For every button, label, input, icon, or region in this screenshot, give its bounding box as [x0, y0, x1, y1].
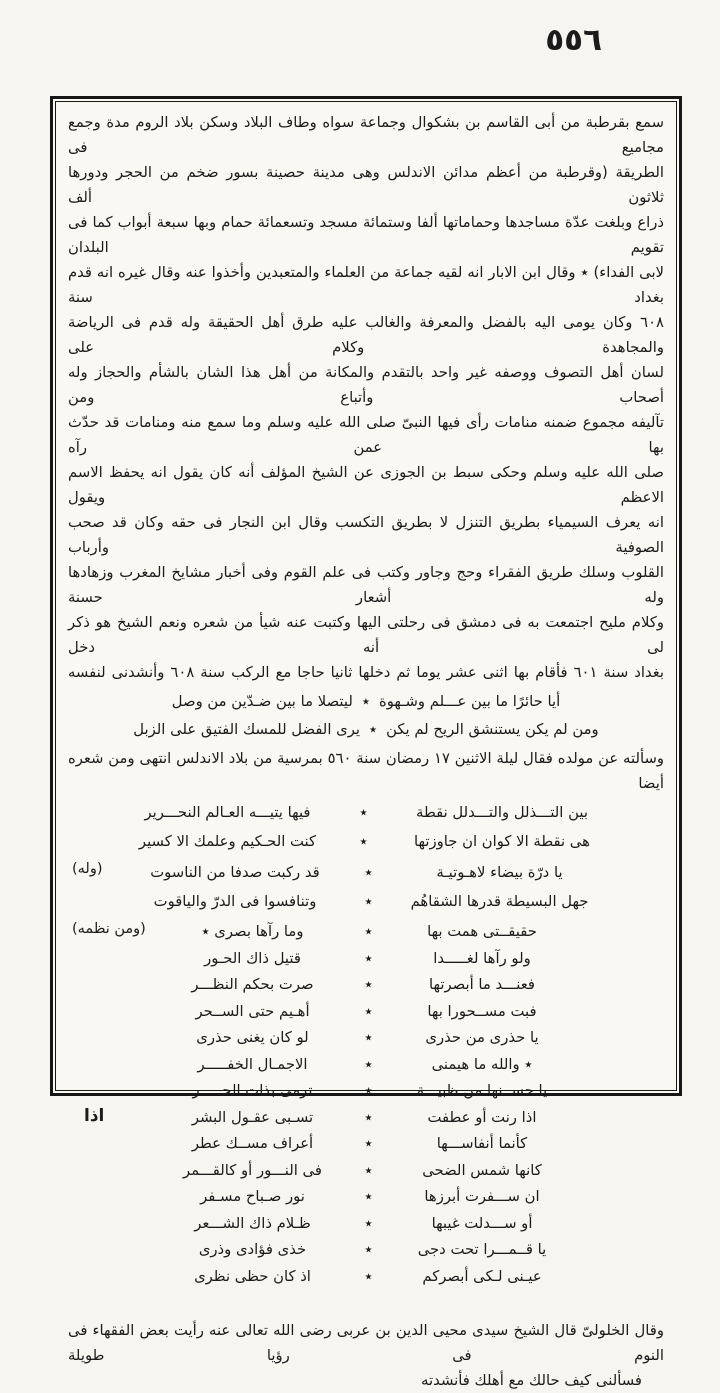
page-border-frame — [50, 96, 682, 1389]
verse-separator: ٭ — [364, 1002, 373, 1020]
verse — [68, 946, 664, 973]
verse-separator: ٭ — [364, 1029, 373, 1046]
verse — [68, 799, 664, 828]
prose-intro — [68, 110, 664, 685]
hemistich: صرت بحكم النظـــر — [191, 976, 314, 993]
hemistich: كانها شمس الضحى — [422, 1161, 542, 1179]
hemistich: عيـنى لـكى أبصركم — [422, 1267, 542, 1285]
verse — [68, 1264, 664, 1291]
hemistich: ومن لم يكن يستنشق الريح لم يكن — [386, 721, 599, 738]
hemistich: نور صـباح مسـفر — [200, 1188, 305, 1205]
hemistich: الاجمـال الخفـــــر — [197, 1055, 308, 1073]
verse — [68, 688, 664, 716]
prose-line: تآليفه مجموع ضمنه منامات رأى فيها النبىّ صلى الله عليه وسلم وما سمع منه ومنامات قد حدّث بها عمن رآه — [68, 414, 664, 456]
prose-line: وقال الخلولىّ قال الشيخ سيدى محيى الدين بن عربى رضى الله تعالى عنه رأيت بعض الفقهاء فى النوم فى رؤيا طويلة — [68, 1322, 664, 1364]
verse — [68, 1184, 664, 1211]
verse — [68, 1025, 664, 1052]
verse-separator: ٭ — [364, 976, 373, 993]
poem-d — [68, 919, 664, 1290]
hemistich: ليتصلا ما بين ضـدّين من وصل — [171, 693, 353, 710]
hemistich: ان ســـفرت أبرزها — [424, 1188, 540, 1205]
margin-label-walahu: (وله) — [72, 861, 103, 877]
verse — [68, 972, 664, 999]
verse — [68, 1105, 664, 1132]
poem-c — [68, 859, 664, 916]
margin-label-wamin-nazmih: (ومن نظمه) — [72, 921, 146, 937]
prose-line: انه يعرف السيمياء بطريق التنزل لا بطريق التكسب وقال ابن النجار فى حقه وكان قد صحب الصوفية وأرباب — [68, 514, 664, 556]
prose-birthdate: وسألته عن مولده فقال ليلة الاثنين ١٧ رمضان سنة ٥٦٠ بمرسية من بلاد الاندلس انتهى ومن شعره أيضا — [68, 750, 664, 792]
hemistich: يا درّة بيضاء لاهـوتيـة — [436, 864, 563, 881]
prose-line: القلوب وسلك طريق الفقراء وحج وجاور وكتب فى علم القوم وفى أخبار مشايخ المغرب وزهادها وله أشعار حسنة — [68, 564, 664, 606]
prose-line: الطريقة (وقرطبة من أعظم مدائن الاندلس وهى مدينة حصينة بسور ضخم من الحجر ودورها ثلاثون ألف — [68, 164, 664, 206]
verse-separator: ٭ — [364, 1055, 373, 1073]
hemistich: خذى فؤادى وذرى — [198, 1241, 307, 1258]
verse — [68, 999, 664, 1026]
hemistich: وتنافسوا فى الدرّ والياقوت — [153, 892, 317, 910]
verse — [68, 828, 664, 857]
verse-separator: ٭ — [364, 1135, 373, 1152]
poem-a — [68, 688, 664, 744]
verse-separator: ٭ — [364, 1161, 373, 1179]
hemistich: أيا حائرًا ما بين عـــلم وشـهوة — [378, 693, 561, 710]
verse-separator: ٭ — [364, 949, 373, 967]
prose-closing — [68, 1318, 664, 1393]
prose-line: صلى الله عليه وسلم وحكى سبط بن الجوزى عن الشيخ المؤلف أنه كان يقول انه يحفظ الاسم الاعظم ويقول — [68, 464, 664, 506]
hemistich: يا حذرى من حذرى — [425, 1029, 539, 1046]
prose-line: لسان أهل التصوف ووصفه غير واحد بالتقدم والمكانة من أهل هذا الشان بالشأم والحجاز وله أصحاب وأتباع ومن — [68, 364, 664, 406]
hemistich: تسـبى عقـول البشر — [191, 1108, 314, 1126]
hemistich: ترمى بذات الحـــــر — [192, 1082, 313, 1099]
verse-separator: ٭ — [369, 721, 378, 738]
verse-separator: ٭ — [364, 1108, 373, 1126]
hemistich: بين التـــذلل والتـــدلل نقطة — [416, 804, 588, 821]
verse-separator: ٭ — [361, 693, 370, 710]
hemistich: ولو رآها لغـــــدا — [433, 949, 531, 967]
verse-separator: ٭ — [364, 864, 373, 881]
hemistich: أو ســـدلت غيبها — [431, 1214, 533, 1232]
prose-line: سمع بقرطبة من أبى القاسم بن بشكوال وجماعة سواه وطاف البلاد وسكن بلاد الروم مدة وجمع مجاميع فى — [68, 114, 664, 156]
hemistich: اذا رنت أو عطفت — [427, 1108, 537, 1126]
poem-b — [68, 799, 664, 856]
hemistich: كنت الحـكيم وعلمك الا كسير — [138, 832, 317, 850]
verse — [68, 1131, 664, 1158]
verse-separator: ٭ — [359, 804, 368, 821]
prose-line: ٦٠٨ وكان يومى اليه بالفضل والمعرفة والغالب عليه طرق أهل الحقيقة وله قدم فى الرياضة والمجاهدة وكلام على — [68, 314, 664, 356]
verse-separator: ٭ — [364, 1267, 373, 1285]
prose-line: وكلام مليح اجتمعت به فى دمشق فى رحلتى اليها وكتبت عنه شيأ من شعره ونعم الشيخ هو ذكر لى أنه دخل — [68, 614, 664, 656]
hemistich: هى نقطة الا كوان ان جاوزتها — [414, 832, 590, 850]
verse-separator: ٭ — [364, 1082, 373, 1099]
hemistich: لو كان يغنى حذرى — [196, 1029, 309, 1046]
hemistich: قتيل ذاك الحـور — [204, 949, 301, 967]
verse-separator: ٭ — [364, 1241, 373, 1258]
catchword: اذا — [84, 1106, 105, 1126]
hemistich: ظـلام ذاك الشـــعر — [194, 1214, 311, 1232]
verse — [68, 1158, 664, 1185]
hemistich: يا حســنها من ظبيـــة — [416, 1082, 548, 1099]
hemistich: ٭ والله ما هيمنى — [431, 1055, 533, 1073]
verse — [68, 919, 664, 946]
verse-separator: ٭ — [364, 1188, 373, 1205]
hemistich: فعنـــد ما أبصرتها — [429, 976, 535, 993]
hemistich: أهـيم حتى الســحر — [195, 1002, 310, 1020]
hemistich: فبت مســحورا بها — [427, 1002, 537, 1020]
verse — [68, 859, 664, 888]
verse — [68, 716, 664, 744]
text-block — [55, 101, 677, 1389]
verse — [68, 1211, 664, 1238]
verse — [68, 1078, 664, 1105]
hemistich: يرى الفضل للمسك الفتيق على الزبل — [133, 721, 360, 738]
hemistich: كأنما أنفاســـها — [436, 1135, 528, 1152]
prose-line: بغداد سنة ٦٠١ فأقام بها اثنى عشر يوما ثم دخلها ثانيا حاجا مع الركب سنة ٦٠٨ وأنشدنى لنفسه — [68, 664, 664, 681]
verse-separator: ٭ — [364, 923, 373, 940]
verse-separator: ٭ — [364, 1214, 373, 1232]
hemistich: فى النـــور أو كالقـــمر — [183, 1161, 322, 1179]
page-number: ٥٥٦ — [545, 22, 602, 58]
hemistich: وما رآها بصرى ٭ — [201, 923, 304, 940]
hemistich: اذ كان حظى نظرى — [194, 1267, 311, 1285]
verse-separator: ٭ — [364, 892, 373, 910]
verse-separator: ٭ — [359, 832, 368, 850]
verse — [68, 1052, 664, 1079]
verse — [68, 888, 664, 917]
hemistich: حقيقــتى همت بها — [427, 923, 537, 940]
prose-line: لابى الفداء) ٭ وقال ابن الابار انه لقيه جماعة من العلماء والمتعبدين وأخذوا عنه وقال غيره انه قدم بغداد سنة — [68, 264, 664, 306]
hemistich: فيها يتيـــه العـالم النحـــرير — [144, 804, 311, 821]
hemistich: جهل البسيطة قدرها الشقاهُم — [410, 892, 589, 910]
hemistich: أعراف مســك عطر — [191, 1135, 314, 1152]
hemistich: يا قــمـــرا تحت دجى — [417, 1241, 547, 1258]
verse — [68, 1237, 664, 1264]
prose-line: ذراع وبلغت عدّة مساجدها وحماماتها ألفا وستمائة مسجد وتسعمائة حمام وبها سبعة أبواب كما فى تقويم البلدان — [68, 214, 664, 256]
prose-line: فسألنى كيف حالك مع أهلك فأنشدته — [421, 1372, 642, 1389]
hemistich: قد ركبت صدفا من الناسوت — [150, 864, 320, 881]
